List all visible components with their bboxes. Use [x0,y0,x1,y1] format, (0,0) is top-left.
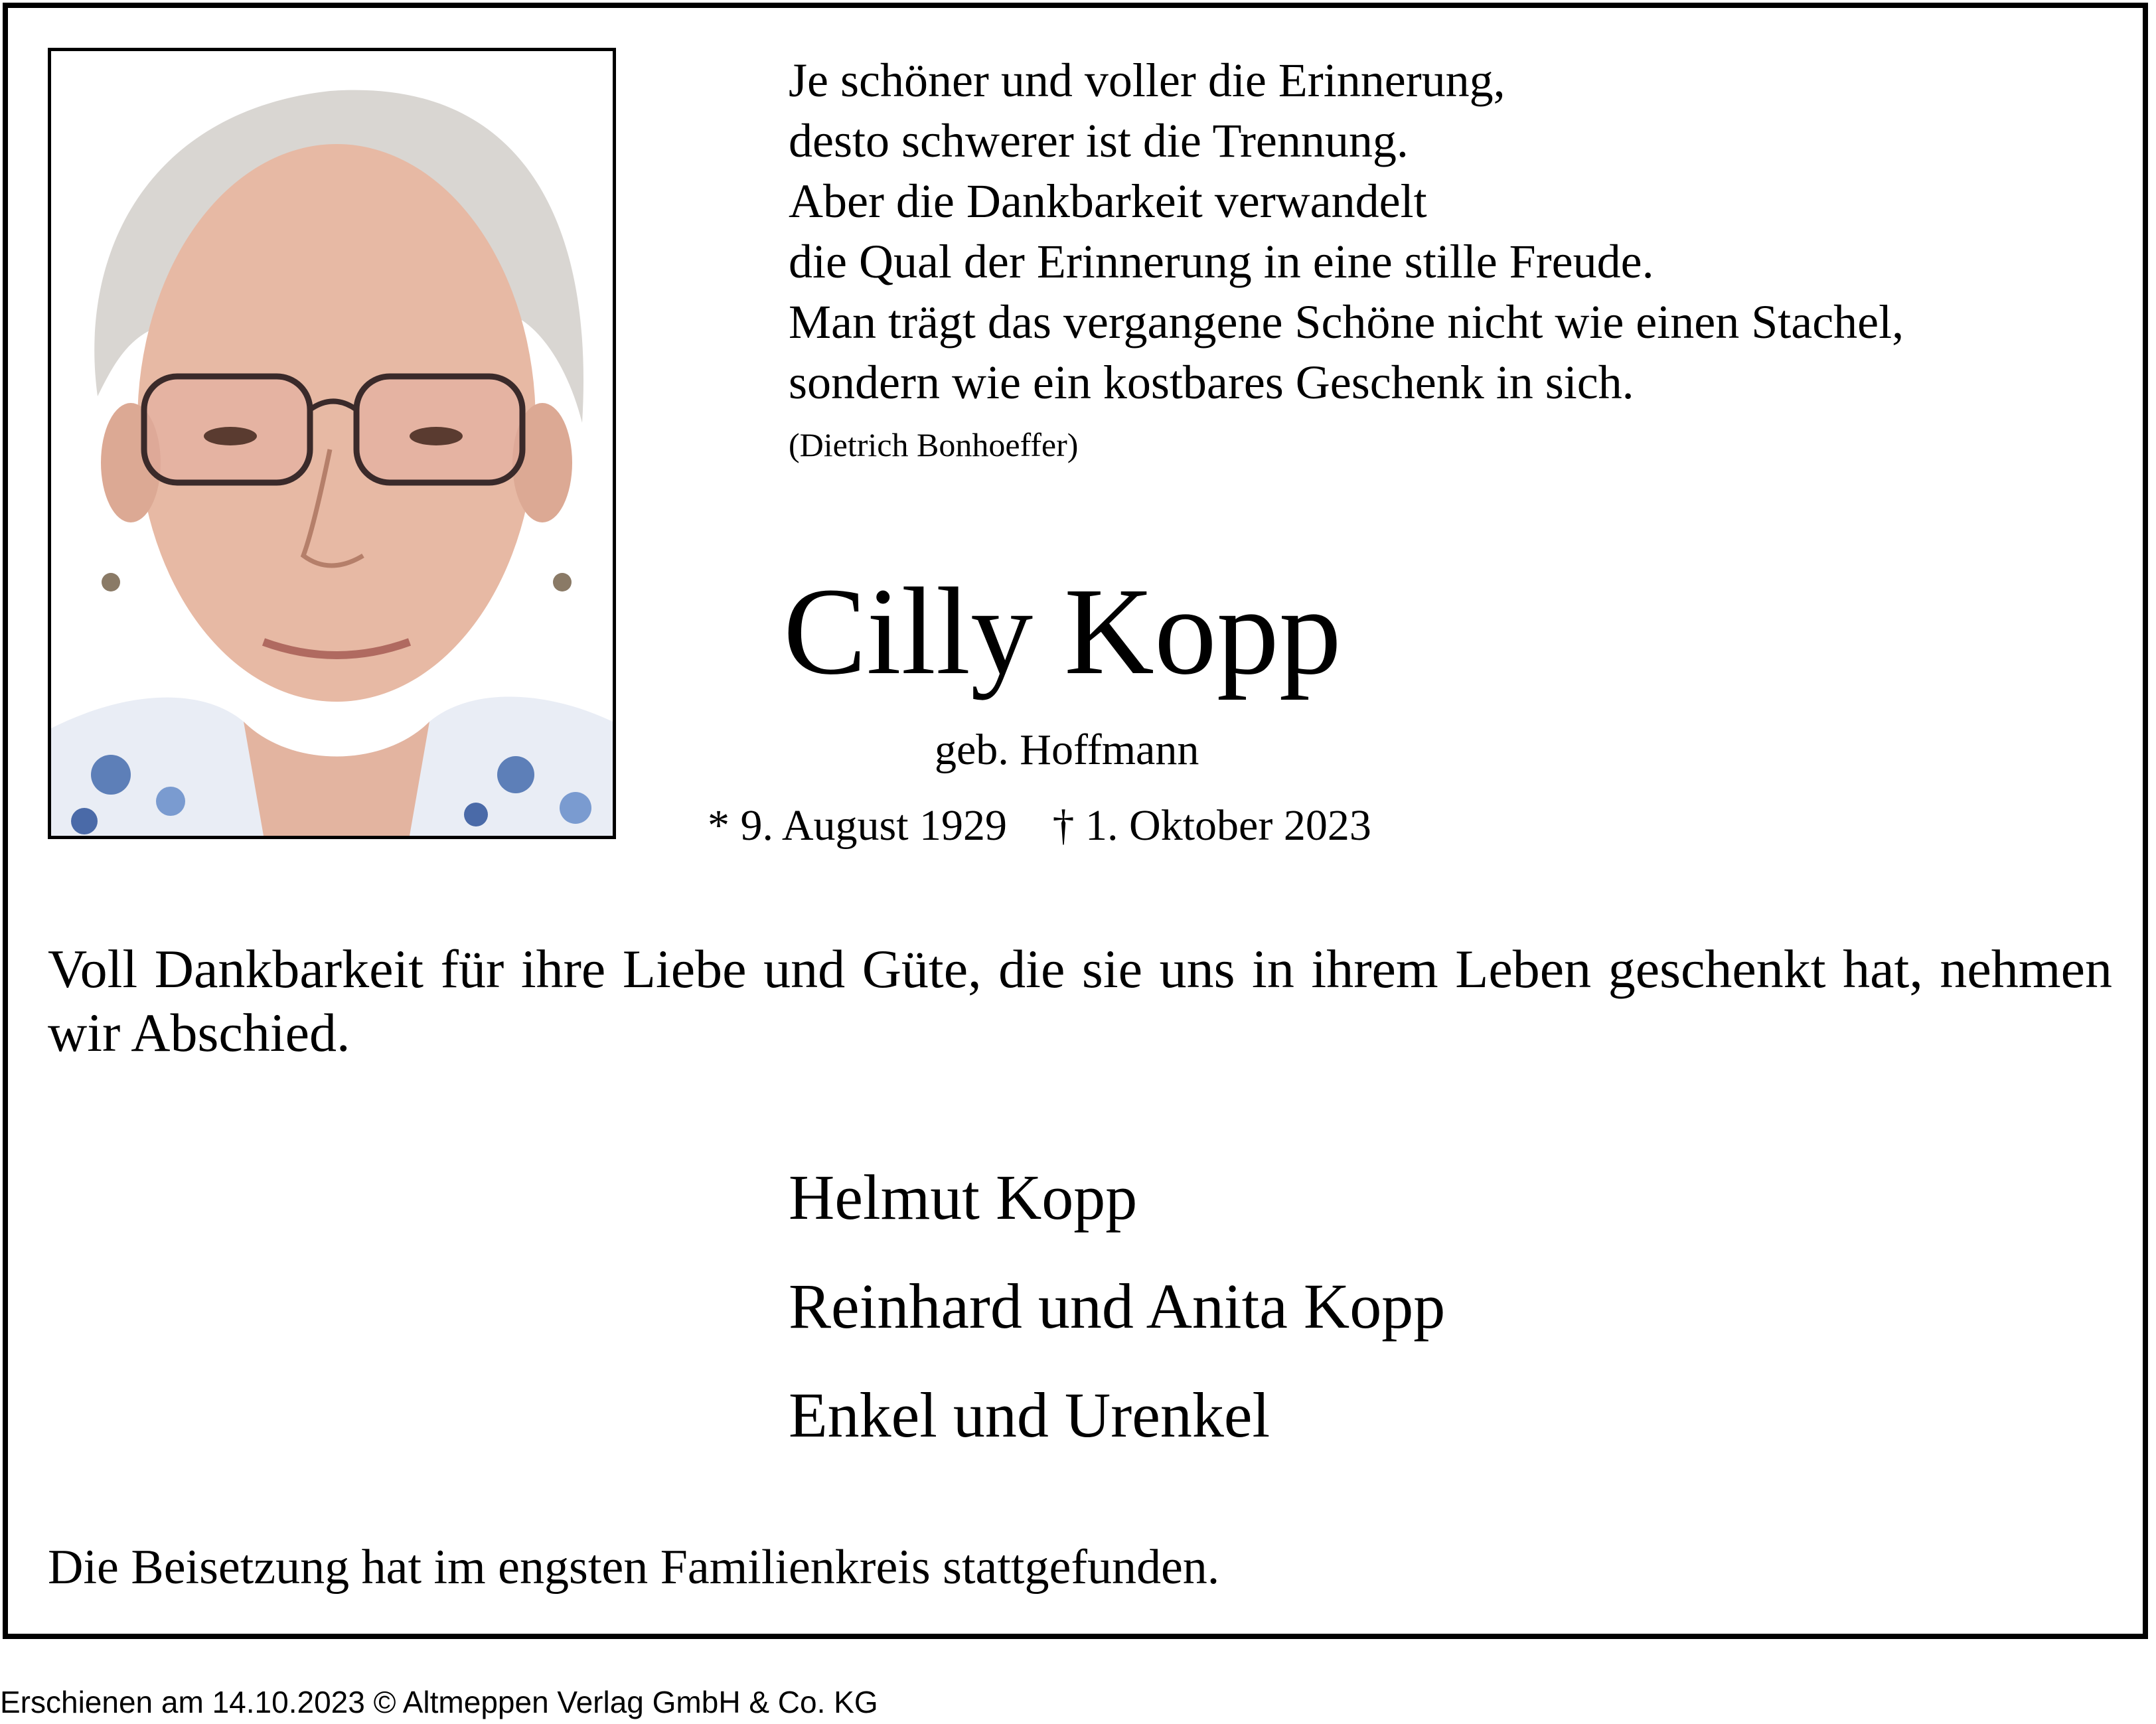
mourner-name: Enkel und Urenkel [789,1379,1270,1450]
publication-footer: Erschienen am 14.10.2023 © Altmeppen Verlag GmbH & Co. KG [0,1685,878,1719]
portrait-photo [48,48,616,839]
deceased-name: Cilly Kopp [783,562,1342,700]
death-date: † 1. Oktober 2023 [1052,801,1371,850]
poem-author: (Dietrich Bonhoeffer) [789,426,1079,463]
mourner-name: Helmut Kopp [789,1162,1138,1233]
burial-note: Die Beisetzung hat im engsten Familienkreis stattgefunden. [48,1540,1220,1595]
poem-line: desto schwerer ist die Trennung. [789,114,1409,167]
poem-line: Aber die Dankbarkeit verwandelt [789,175,1427,228]
poem-line: die Qual der Erinnerung in eine stille Freude. [789,235,1654,288]
life-dates [708,799,1371,852]
poem-line: sondern wie ein kostbares Geschenk in sich. [789,356,1634,409]
poem-line: Je schöner und voller die Erinnerung, [789,54,1505,107]
poem-line: Man trägt das vergangene Schöne nicht wie einen Stachel, [789,295,1904,349]
farewell-text: Voll Dankbarkeit für ihre Liebe und Güte, die sie uns in ihrem Leben geschenkt hat, nehmen wir Abschied. [48,939,2112,1063]
birth-date: * 9. August 1929 [708,801,1008,850]
mourners-list [789,1143,1445,1470]
mourner-name: Reinhard und Anita Kopp [789,1271,1446,1342]
poem-quote [789,50,1904,413]
maiden-name: geb. Hoffmann [935,726,1199,774]
portrait-illustration [51,51,613,836]
